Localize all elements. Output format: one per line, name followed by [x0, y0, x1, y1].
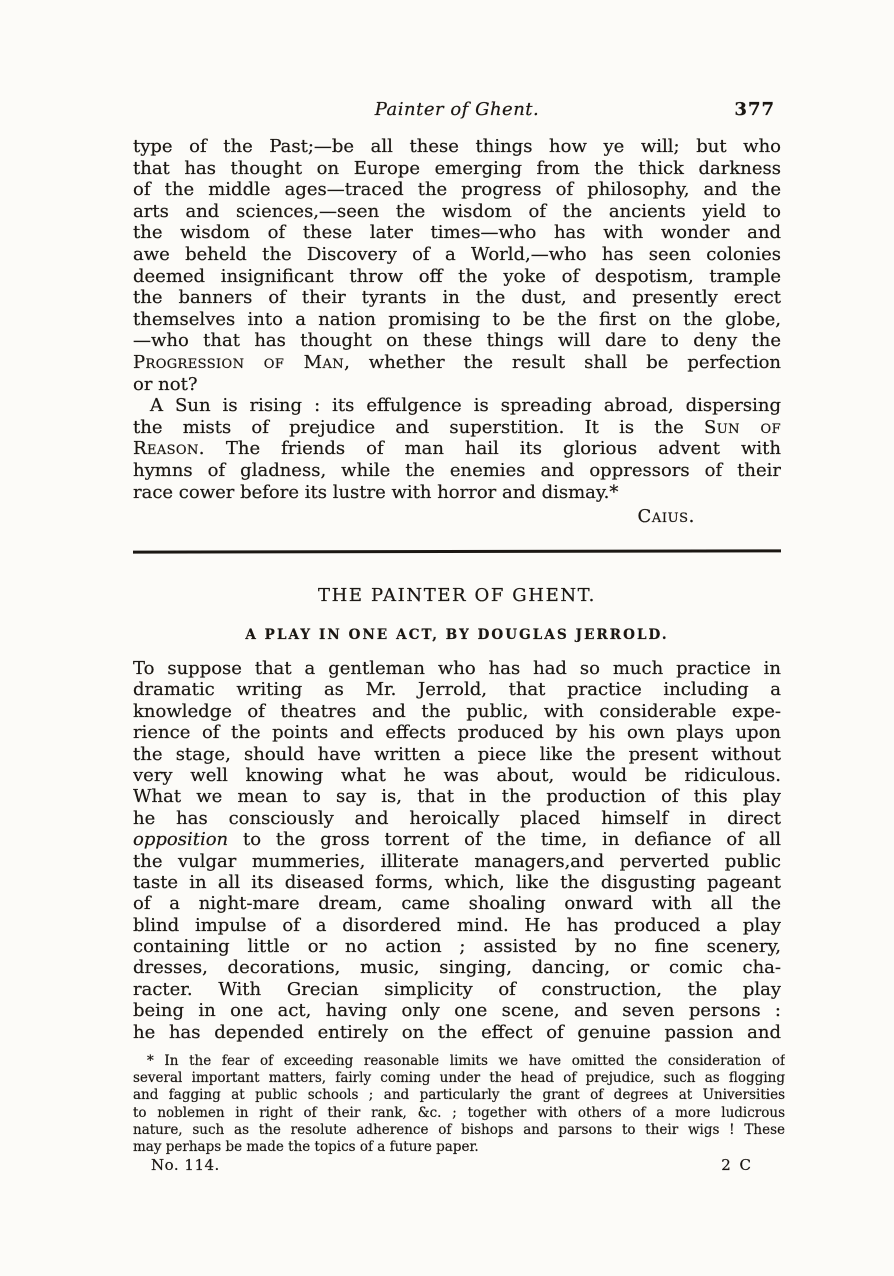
text-line: to noblemen in right of their rank, &c. ; together with others of a more ludicrous [133, 1104, 785, 1121]
text-line: race cower before its lustre with horror and dismay.* [133, 481, 619, 503]
text-line: rience of the points and effects produced by his own plays upon [133, 722, 781, 744]
text-line: very well knowing what he was about, would be ridiculous. [133, 764, 781, 786]
text-line: * In the fear of exceeding reasonable limits we have omitted the consideration of [147, 1053, 785, 1069]
press-signature-mark: 2 C [721, 1156, 753, 1174]
text-line: several important matters, fairly coming under the head of prejudice, such as flogging [133, 1070, 785, 1087]
text-line: nature, such as the resolute adherence of bishops and parsons to their wigs ! These [133, 1121, 785, 1138]
issue-number: No. 114. [151, 1156, 220, 1174]
article-byline: A PLAY IN ONE ACT, BY DOUGLAS JERROLD. [245, 627, 669, 643]
review-article-body [133, 658, 781, 1043]
closing-article-body [133, 136, 781, 503]
text-line: containing little or no action ; assisted by no fine scenery, [133, 936, 781, 958]
author-signature: Caius. [637, 506, 695, 528]
text-line: or not? [133, 373, 198, 395]
text-line: he has depended entirely on the effect of genuine passion and [133, 1021, 781, 1043]
page-footer [133, 1156, 781, 1176]
text-line: blind impulse of a disordered mind. He has produced a play [133, 914, 781, 936]
footnote [133, 1053, 785, 1156]
text-line: hymns of gladness, while the enemies and oppressors of their [133, 459, 781, 481]
text-line: themselves into a nation promising to be the first on the globe, [133, 308, 781, 330]
text-line: —who that has thought on these things will dare to deny the [133, 330, 781, 352]
text-line: Reason. The friends of man hail its glorious advent with [133, 438, 781, 460]
running-title: Painter of Ghent. [374, 99, 540, 120]
section-divider-rule [133, 549, 781, 553]
text-line: the wisdom of these later times—who has with wonder and [133, 222, 781, 244]
text-line: that has thought on Europe emerging from the thick darkness [133, 157, 781, 179]
text-line: To suppose that a gentleman who has had so much practice in [133, 658, 781, 679]
text-line: dramatic writing as Mr. Jerrold, that practice including a [133, 679, 781, 701]
text-line: the stage, should have written a piece like the present without [133, 743, 781, 765]
text-line: taste in all its diseased forms, which, like the disgusting pageant [133, 871, 781, 893]
text-line: A Sun is rising : its effulgence is spreading abroad, dispersing [150, 395, 781, 417]
text-line: he has consciously and heroically placed himself in direct [133, 807, 781, 829]
text-line: awe beheld the Discovery of a World,—who has seen colonies [133, 243, 781, 265]
text-line: arts and sciences,—seen the wisdom of the ancients yield to [133, 200, 781, 222]
text-line: knowledge of theatres and the public, with considerable expe- [133, 700, 781, 722]
page-number: 377 [734, 99, 775, 120]
text-line: the mists of prejudice and superstition. It is the Sun of [133, 416, 781, 438]
text-line: of a night-mare dream, came shoaling onward with all the [133, 893, 781, 915]
text-line: What we mean to say is, that in the production of this play [133, 786, 781, 808]
closing-article [133, 136, 781, 528]
text-line: dresses, decorations, music, singing, dancing, or comic cha- [133, 957, 781, 979]
text-line: deemed insignificant throw off the yoke of despotism, trample [133, 265, 781, 287]
text-line: being in one act, having only one scene, and seven persons : [133, 1000, 781, 1022]
text-line: of the middle ages—traced the progress of philosophy, and the [133, 179, 781, 201]
text-line: Progression of Man, whether the result shall be perfection [133, 351, 781, 373]
text-line: the vulgar mummeries, illiterate managers,and perverted public [133, 850, 781, 872]
page-header [133, 99, 781, 123]
text-line: and fagging at public schools ; and particularly the grant of degrees at Universities [133, 1087, 785, 1104]
article-title: THE PAINTER OF GHENT. [318, 585, 596, 606]
text-line: may perhaps be made the topics of a future paper. [133, 1138, 479, 1155]
text-line: opposition to the gross torrent of the time, in defiance of all [133, 829, 781, 851]
text-line: type of the Past;—be all these things how ye will; but who [133, 136, 781, 157]
text-line: the banners of their tyrants in the dust, and presently erect [133, 287, 781, 309]
text-line: racter. With Grecian simplicity of construction, the play [133, 978, 781, 1000]
